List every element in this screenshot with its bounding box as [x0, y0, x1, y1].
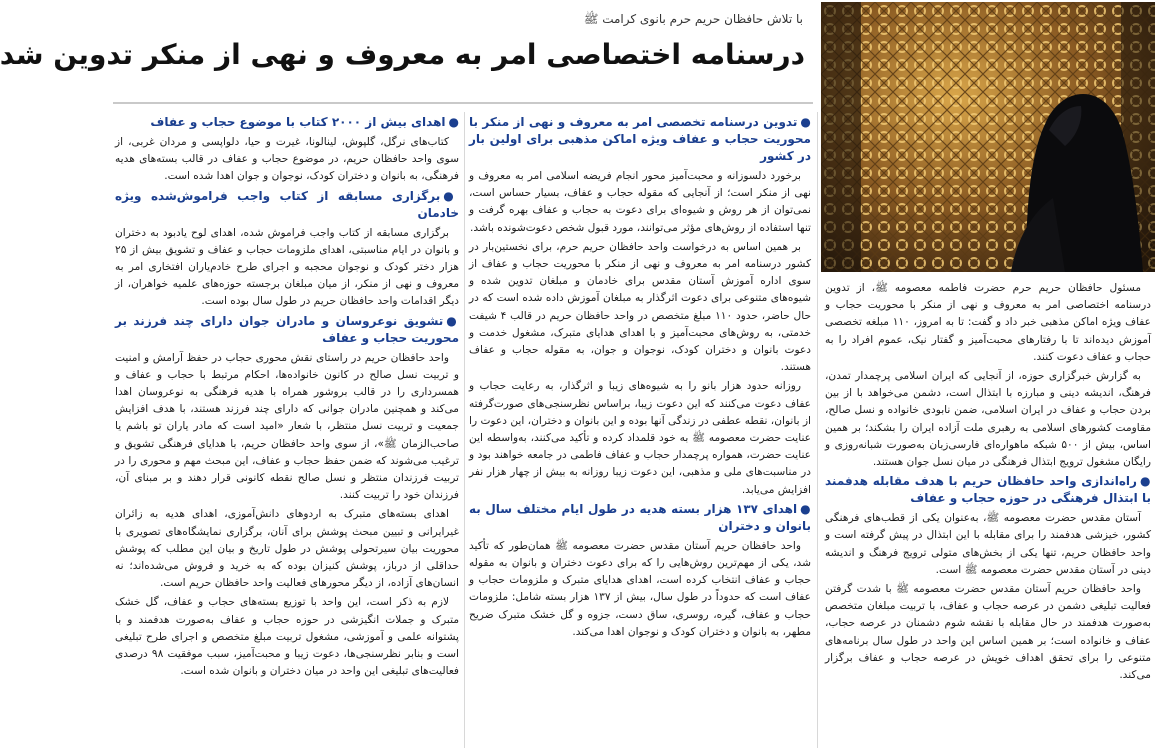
article-column-right	[825, 280, 1151, 748]
bullet-icon: ●	[448, 115, 459, 129]
paragraph: روزانه حدود هزار بانو را به شیوه‌های زیبا و اثرگذار، به رعایت حجاب و عفاف دعوت می‌کنند که این دعوت زیبا، براساس نظرسنجی‌های صورت‌گرفته از بانوان، نقطه عطفی در زندگی آنها بوده و این بانوان و دختران، این دعوت را عنایت حضرت معصومه ﷺ به خود قلمداد کرده و تأکید می‌کنند، به‌واسطه این عنایت حضرت، همواره پرچمدار حجاب و عفاف فاطمی در جامعه خواهند بود و در مناسبت‌های ملی و مذهبی، این دعوت زیبا روزانه به بیش از چهار هزار نفر افزایش می‌یابد.	[469, 380, 811, 496]
paragraph: لازم به ذکر است، این واحد با توزیع بسته‌های حجاب و عفاف، گل خشک متبرک و جملات انگیزشی در حوزه حجاب و عفاف به‌صورت هدفمند و با پشتوانه علمی و آموزشی، مشغول تربیت مبلغ متخصص و اجرای طرح تبلیغی است و بنابر نظرسنجی‌ها، دعوت زیبا و محبت‌آمیز، سبب موفقیت ۹۸ درصدی فعالیت‌های تبلیغی این واحد در میان دختران و بانوان شده است.	[115, 596, 459, 678]
woman-in-chador-at-shrine-lattice-icon	[821, 2, 1155, 272]
section-heading-text: برگزاری مسابقه از کتاب واجب فراموش‌شده ویژه خادمان	[115, 188, 459, 220]
article-title: درسنامه اختصاصی امر به معروف و نهی از منکر تدوین شد	[0, 38, 805, 71]
article-column-middle	[469, 112, 811, 748]
bullet-icon: ●	[800, 501, 811, 516]
section-heading	[115, 114, 459, 131]
section-heading-text: تدوین درسنامه تخصصی امر به معروف و نهی از منکر با محوریت حجاب و عفاف ویژه اماکن مذهبی برای اولین بار در کشور	[469, 115, 811, 163]
bullet-icon: ●	[800, 115, 811, 129]
section-heading	[469, 501, 811, 535]
section-heading-text: اهدای ۱۳۷ هزار بسته هدیه در طول ایام مختلف سال به بانوان و دختران	[469, 501, 811, 533]
section-heading	[115, 188, 459, 222]
column-divider	[817, 112, 818, 748]
paragraph: اهدای بسته‌های متبرک به اردوهای دانش‌آموزی، اهدای هدیه به زائران غیرایرانی و تبیین مبحث پوشش برای آنان، برگزاری نمایشگاه‌های تصویری با محوریت بیان سیرتحولی پوشش در طول تاریخ و بیان این مطلب که پوشش حداقلی از درباز، پوشش کنیزان بوده که به خرید و فروش می‌شده‌اند؛ نه انسان‌های آزاده، از دیگر محورهای فعالیت واحد حافظان حریم است.	[115, 508, 459, 590]
column-divider	[464, 112, 465, 748]
section-heading	[469, 114, 811, 165]
section-heading-text: اهدای بیش از ۲۰۰۰ کتاب با موضوع حجاب و عفاف	[150, 115, 446, 129]
article-header	[0, 0, 817, 100]
article-photo	[821, 2, 1155, 272]
bullet-icon: ●	[443, 188, 459, 203]
paragraph: واحد حافظان حریم در راستای نقش محوری حجاب در حفظ آرامش و امنیت و تربیت نسل صالح در کانون خانواده‌ها، احکام مرتبط با حجاب و عفاف و همسرداری را در قالب بروشور همراه با هدیه فرهنگی به نوعروسان اهدا می‌کند و همچنین مادران جوانی که دارای چند فرزند هستند، با هدف افزایش جمعیت و تربیت نسل منتظر، با شعار «امید است که مادر یاران تو باشم یا صاحب‌الزمان ﷺ»، از سوی واحد حافظان حریم، با هدایای فرهنگی تشویق و ترغیب می‌شوند که ضمن حفظ حجاب و عفاف، این مبحث مهم و محوری را در تربیت فرزندان منتظر و نسل صالح نقطه کانونی قرار دهند و بر مبنای آن، فرزندان خود را تربیت کنند.	[115, 351, 459, 502]
paragraph: بر همین اساس به درخواست واحد حافظان حریم حرم، برای نخستین‌بار در کشور درسنامه امر به معروف و نهی از منکر با محوریت حجاب و عفاف از سوی اداره آموزش آستان مقدس برای خادمان و مبلغان تدوین شده و شیوه‌های متنوعی برای دعوت اثرگذار به مبلغان آموزش داده شده است که در حال حاضر، حدود ۱۱۰ مبلغ متخصص در واحد حافظان حریم در قالب ۴ شیفت خدمتی، به روش‌های محبت‌آمیز و با اهدای هدایای متبرک، مشغول خدمت و دعوت بانوان و دختران کودک، نوجوان و جوان، به مقوله حجاب و عفاف هستند.	[469, 240, 812, 374]
paragraph: واحد حافظان حریم آستان مقدس حضرت معصومه ﷺ همان‌طور که تأکید شد، یکی از مهم‌ترین روش‌هایی را که برای دعوت دختران و بانوان به مقوله حجاب و عفاف انتخاب کرده است، اهدای هدایای متبرک و ملزومات حجاب و عفاف است که حدوداً در طول سال، بیش از ۱۳۷ هزار بسته شامل: ملزومات حجاب و عفاف، گیره، روسری، ساق دست، جزوه و گل خشک متبرک ضریح مطهر، به بانوان و دختران کودک و نوجوان اهدا می‌کند.	[469, 539, 811, 638]
section-heading-text: راه‌اندازی واحد حافظان حریم با هدف مقابله هدفمند با ابتذال فرهنگی در حوزه حجاب و عفاف	[825, 474, 1151, 506]
article-column-left	[115, 112, 459, 748]
paragraph: به گزارش خبرگزاری حوزه، از آنجایی که ایران اسلامی پرچمدار تمدن، فرهنگ، اندیشه دینی و مبارزه با ابتذال است، دشمن می‌خواهد با از بین بردن حجاب و عفاف در ایران اسلامی، ضمن نابودی خانواده و نسل صالح، مقاومت کشورهای اسلامی به رهبری ملت آزاده ایران را بشکند؛ بر همین اساس، بیش از ۵۰۰ شبکه ماهواره‌ای فارسی‌زبان به‌صورت شبانه‌روزی و رایگان مشغول ترویج ابتذال فرهنگی در میان نسل جوان هستند.	[825, 370, 1151, 469]
paragraph: مسئول حافظان حریم حرم حضرت فاطمه معصومه ﷺ، از تدوین درسنامه اختصاصی امر به معروف و نهی از منکر با محوریت حجاب و عفاف ویژه اماکن مذهبی خبر داد و گفت: تا به امروز، ۱۱۰ مبلغه تخصصی آموزش دیده‌اند تا با رفتارهای محبت‌آمیز و گفتار نیک، عموم افراد را به حجاب و عفاف دعوت کنند.	[825, 282, 1151, 363]
article-kicker: با تلاش حافظان حریم حرم بانوی کرامت ﷺ	[583, 12, 803, 26]
section-heading-text: تشویق نوعروسان و مادران جوان دارای چند فرزند بر محوریت حجاب و عفاف	[115, 313, 459, 345]
bullet-icon: ●	[1139, 474, 1151, 489]
paragraph: برخورد دلسوزانه و محبت‌آمیز محور انجام فریضه اسلامی امر به معروف و نهی از منکر است؛ از آنجایی که مقوله حجاب و عفاف، بسیار حساس است، نمی‌توان از هر روش و شیوه‌ای برای دعوت به حجاب و عفاف بهره گرفت و تنها استفاده از روش‌های مؤثر می‌توانند، مورد قبول شخص دعوت‌شونده باشد.	[469, 170, 811, 234]
paragraph: واحد حافظان حریم آستان مقدس حضرت معصومه ﷺ با شدت گرفتن فعالیت تبلیغی دشمن در عرصه حجاب و عفاف، با تربیت مبلغان متخصص به‌صورت هدفمند در حال مقابله با نقشه شوم دشمنان در عرصه حجاب، عفاف و خانواده است؛ بر همین اساس این واحد در طول سال برنامه‌های متنوعی را برای تحقق اهداف خویش در عرصه حجاب و عفاف برگزار می‌کند.	[825, 583, 1151, 682]
header-divider	[113, 102, 813, 104]
section-heading	[825, 473, 1151, 507]
paragraph: آستان مقدس حضرت معصومه ﷺ، به‌عنوان یکی از قطب‌های فرهنگی کشور، خیزشی هدفمند را برای مقابله با این ابتذال در پیش گرفته است و واحد حافظان حریم، تنها یکی از بخش‌های متولی ترویج فرهنگ و اندیشه دینی در آستان مقدس حضرت معصومه ﷺ است.	[825, 512, 1151, 576]
paragraph: کتاب‌های نرگل، گلپوش، لینالونا، غیرت و حیا، دلواپسی و مردان غربی، از سوی واحد حافظان حریم، در موضوع حجاب و عفاف در قالب بسته‌های هدیه فرهنگی، به بانوان و دختران کودک، نوجوان و جوان اهدا شده است.	[115, 136, 459, 183]
paragraph: برگزاری مسابقه از کتاب واجب فراموش شده، اهدای لوح یادبود به دختران و بانوان در ایام مناسبتی، اهدای ملزومات حجاب و عفاف و تشویق بیش از ۲۵ هزار دختر کودک و نوجوان محجبه و اجرای طرح خادم‌یاران افتخاری امر به معروف و نهی از منکر، از میان مبلغان برجسته حوزه‌های علمیه خواهران، از دیگر اقدامات واحد حافظان حریم در طول سال بوده است.	[115, 226, 459, 308]
bullet-icon: ●	[446, 313, 459, 328]
section-heading	[115, 313, 459, 347]
